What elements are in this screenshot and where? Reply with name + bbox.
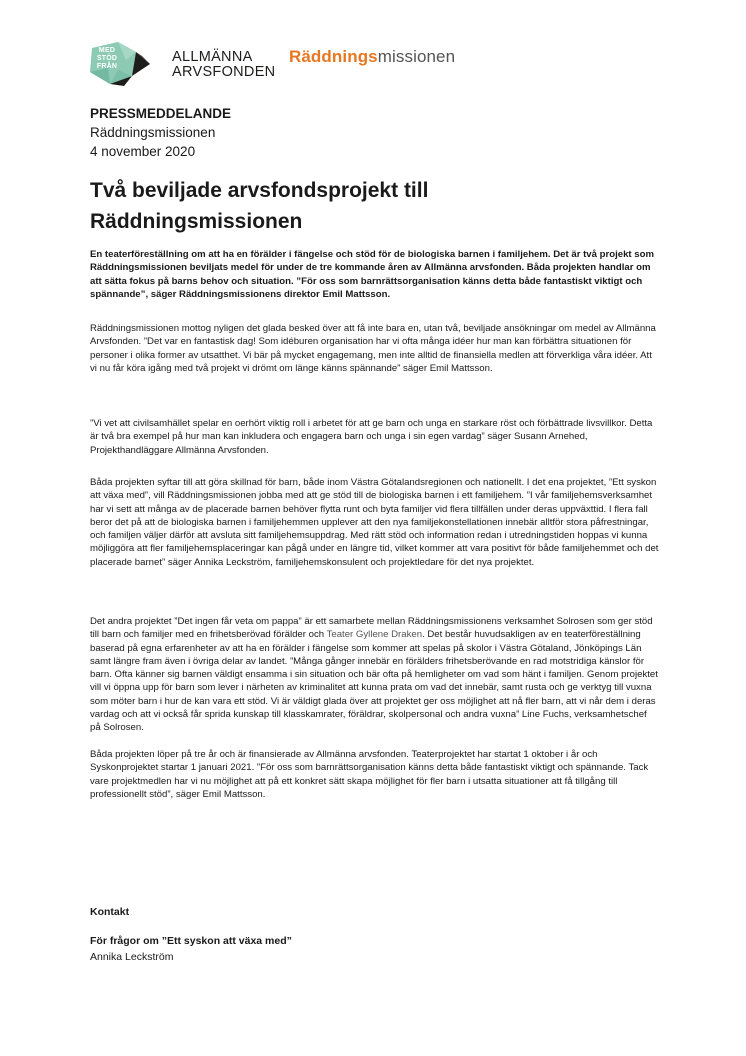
af-logo-small-text	[88, 47, 126, 71]
raddningsmissionen-logo	[289, 47, 455, 67]
lead-paragraph: En teaterföreställning om att ha en förälder i fängelse och stöd för de biologiska barnen i familjehem. Det är två projekt som Räddningsmissionen beviljats medel för under de tre kommande åren av Allmänna arvsfonden. Båda projekten handlar om att sätta fokus på barns behov och situation. ”För oss som barnrättsorganisation känns detta både fantastiskt viktigt och spännande”, säger Räddningsmissionens direktor Emil Mattsson.	[90, 249, 655, 300]
contact-name: Annika Leckström	[90, 951, 174, 963]
paragraph-5: Båda projekten löper på tre år och är finansierade av Allmänna arvsfonden. Teaterprojektet har startat 1 oktober i år och Syskonprojektet startar 1 januari 2021. ”För oss som barnrättsorganisation känns detta både fantastiskt viktigt och spännande. Tack vare projektmedlen har vi nu möjlighet att på ett konkret sätt skapa möjlighet för fler barn i utsatta situationer att få tillgång till professionellt stöd”, säger Emil Mattsson.	[90, 749, 649, 800]
allmanna-arvsfonden-logo	[88, 42, 276, 86]
af-small-line-1: MED	[98, 47, 116, 54]
paragraph-1: Räddningsmissionen mottog nyligen det glada besked över att få inte bara en, utan två, beviljade ansökningar om medel av Allmänna Arvsfonden. ”Det var en fantastisk dag! Som idéburen organisation har vi ofta många idéer hur man kan förbättra situationen för personer i olika former av utsatthet. Vi bär på mycket engagemang, men inte alltid de finansiella medlen att förverkliga våra idéer. Att vi nu får köra igång med två projekt vi drömt om länge känns spännande” säger Emil Mattsson.	[90, 323, 656, 374]
af-small-line-2: STÖD	[96, 55, 118, 62]
paragraph-4-start: Det andra projektet ”Det ingen får veta om pappa” är ett samarbete mellan Räddningsmissionens verksamhet Solrosen som ger stöd till barn och familjer med en frihetsberövad förälder och	[90, 616, 653, 641]
press-label: PRESSMEDDELANDE	[90, 106, 232, 121]
af-name-line-2: ARVSFONDEN	[172, 64, 276, 80]
press-org: Räddningsmissionen	[90, 125, 216, 140]
press-date: 4 november 2020	[90, 144, 196, 159]
af-small-line-3: FRÅN	[96, 63, 118, 70]
teater-gyllene-draken-link[interactable]: Teater Gyllene Draken	[326, 629, 423, 641]
rm-logo-part2: missionen	[377, 47, 456, 66]
page-title: Två beviljade arvsfondsprojekt till Räddningsmissionen	[90, 179, 429, 233]
paragraph-4	[90, 615, 660, 735]
af-logo-name	[172, 50, 275, 80]
paragraph-2: ”Vi vet att civilsamhället spelar en oerhört viktig roll i arbetet för att ge barn och unga en starkare röst och förbättrade livsvillkor. Detta är två bra exempel på hur man kan inkludera och engagera barn och unga i sin egen vardag” säger Susann Arnehed, Projekthandläggare Allmänna Arvsfonden.	[90, 418, 653, 456]
af-name-line-1: ALLMÄNNA	[172, 49, 253, 65]
contact-question: För frågor om ”Ett syskon att växa med”	[90, 935, 292, 947]
contact-heading: Kontakt	[90, 906, 130, 918]
paragraph-4-end: . Det består huvudsakligen av en teaterföreställning baserad på egna erfarenheter av att ha en förälder i fängelse som kommer att spelas på skolor i Västra Götaland, Jönköpings Län samt längre fram även i övriga delar av landet. ”Många gånger innebär en förälders frihetsberövande en rad motstridiga känslor för barn. Ofta känner sig barnen väldigt ensamma i sin situation och bär ofta på hemligheter om vad som hänt i familjen. Genom projektet vill vi öppna upp för barn som lever i närheten av kriminalitet att kunna prata om vad det innebär, samt rusta och ge verktyg till vuxna som möter barn i hur de kan vara ett stöd. Vi är väldigt glada över att projektet ger oss möjlighet att nå fler barn, att vi når dem i deras vardag och att vi också får sprida kunskap till klasskamrater, föräldrar, skolpersonal och andra vuxna” Line Fuchs, verksamhetschef på Solrosen.	[90, 629, 658, 734]
rm-logo-part1: Räddnings	[289, 47, 378, 66]
paragraph-3: Båda projekten syftar till att göra skillnad för barn, både inom Västra Götalandsregionen och nationellt. I det ena projektet, ”Ett syskon att växa med”, vill Räddningsmissionen jobba med att ge stöd till de biologiska barnen i ett familjehem. ”I vår familjehemsverksamhet har vi sett att många av de placerade barnen behöver flytta runt och byta familjer vid flera tillfällen under deras uppväxttid. I flera fall beror det på att de biologiska barnen i familjehemmen upplever att den nya familjekonstellationen innebär alltför stora påfrestningar, och familjen väljer därför att avsluta sitt familjehemsuppdrag. Med rätt stöd och information redan i utredningstiden hoppas vi kunna möjliggöra att fler familjehemsplaceringar kan pågå under en längre tid, vilket kommer att vara positivt för både familjehemmet och det placerade barnet” säger Annika Leckström, familjehemskonsulent och projektledare för det nya projektet.	[90, 477, 659, 568]
press-meta	[90, 104, 231, 161]
